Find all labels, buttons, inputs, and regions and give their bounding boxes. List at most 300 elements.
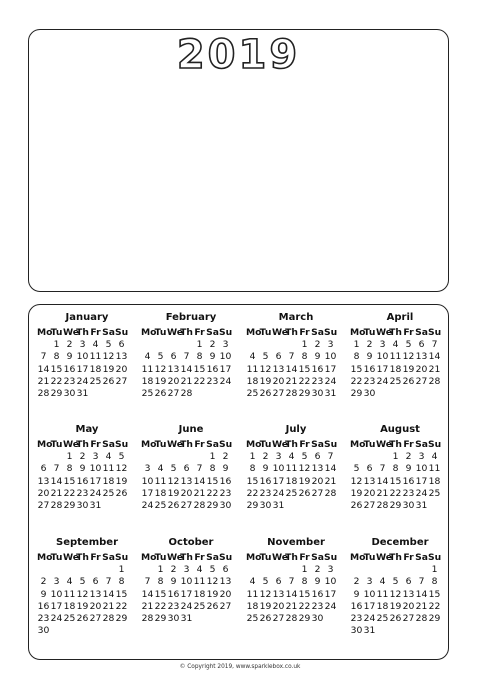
day-number: 25 (193, 600, 206, 612)
day-number: 25 (376, 612, 389, 624)
weekday-header: Fr (299, 327, 310, 338)
day-number: 11 (285, 463, 298, 475)
day-number: 7 (288, 576, 295, 588)
empty-cell (167, 339, 180, 351)
day-number: 18 (246, 375, 259, 387)
day-number: 19 (167, 487, 180, 499)
day-number: 18 (428, 475, 441, 487)
day-number: 6 (418, 339, 425, 351)
weekday-header: Th (76, 327, 89, 338)
day-number: 6 (170, 351, 177, 363)
day-number: 20 (167, 375, 180, 387)
empty-cell (37, 451, 50, 463)
day-number: 29 (115, 612, 128, 624)
weekday-header: Sa (206, 439, 219, 450)
weekday-header: Mo (141, 552, 157, 563)
empty-cell (89, 564, 102, 576)
day-number: 8 (53, 351, 60, 363)
day-number: 20 (180, 487, 193, 499)
day-number: 21 (37, 375, 50, 387)
weekday-header: Th (389, 552, 402, 563)
day-number: 11 (63, 588, 76, 600)
weekday-header: Sa (311, 327, 324, 338)
day-number: 31 (76, 387, 89, 399)
day-number: 4 (66, 576, 73, 588)
day-number: 14 (285, 363, 298, 375)
month-name: January (65, 312, 109, 323)
day-number: 10 (141, 475, 154, 487)
weekday-header: Tu (259, 552, 272, 563)
day-number: 11 (141, 363, 154, 375)
empty-cell (50, 451, 63, 463)
day-number: 12 (154, 363, 167, 375)
day-number: 11 (246, 363, 259, 375)
day-number: 17 (363, 600, 376, 612)
day-number: 17 (376, 363, 389, 375)
day-number: 5 (118, 451, 125, 463)
day-number: 19 (350, 487, 363, 499)
day-number: 2 (314, 339, 321, 351)
day-grid (246, 552, 350, 625)
day-number: 15 (350, 363, 363, 375)
empty-cell (246, 564, 259, 576)
weekday-header: Fr (403, 439, 414, 450)
day-number: 29 (298, 387, 311, 399)
day-number: 5 (262, 351, 269, 363)
weekday-header: We (167, 552, 184, 563)
day-number: 16 (259, 475, 272, 487)
day-number: 13 (272, 363, 285, 375)
day-number: 3 (79, 339, 86, 351)
empty-cell (37, 564, 50, 576)
day-number: 5 (105, 339, 112, 351)
month-september (37, 536, 141, 637)
day-number: 1 (157, 564, 164, 576)
day-number: 23 (402, 487, 415, 499)
day-number: 22 (428, 600, 441, 612)
day-number: 28 (285, 387, 298, 399)
day-number: 21 (415, 600, 428, 612)
weekday-header: Su (219, 327, 233, 338)
day-number: 16 (363, 363, 376, 375)
day-number: 8 (196, 351, 203, 363)
month-august (350, 423, 454, 512)
day-number: 25 (141, 387, 154, 399)
month-november (246, 536, 350, 625)
day-number: 4 (431, 451, 438, 463)
day-number: 2 (209, 339, 216, 351)
empty-cell (285, 339, 298, 351)
day-number: 27 (219, 600, 232, 612)
month-name: April (386, 312, 414, 323)
day-grid (37, 552, 141, 637)
day-number: 22 (193, 375, 206, 387)
day-number: 10 (50, 588, 63, 600)
month-december (350, 536, 454, 637)
day-number: 9 (170, 576, 177, 588)
weekday-header: Mo (350, 439, 366, 450)
day-number: 3 (183, 564, 190, 576)
day-number: 9 (314, 576, 321, 588)
day-number: 14 (193, 475, 206, 487)
day-number: 22 (115, 600, 128, 612)
day-number: 20 (89, 600, 102, 612)
weekday-header: Th (389, 327, 402, 338)
weekday-header: Sa (102, 327, 115, 338)
day-number: 27 (402, 612, 415, 624)
empty-cell (246, 339, 259, 351)
day-number: 15 (428, 588, 441, 600)
day-number: 6 (275, 351, 282, 363)
day-number: 20 (402, 600, 415, 612)
day-number: 16 (311, 588, 324, 600)
day-number: 8 (209, 463, 216, 475)
day-number: 30 (350, 625, 363, 637)
day-number: 9 (405, 463, 412, 475)
day-number: 28 (428, 375, 441, 387)
day-number: 23 (311, 375, 324, 387)
month-may (37, 423, 141, 512)
day-number: 6 (405, 576, 412, 588)
day-number: 29 (298, 612, 311, 624)
weekday-header: Su (324, 439, 338, 450)
day-number: 21 (102, 600, 115, 612)
day-number: 27 (167, 387, 180, 399)
month-name: February (165, 312, 217, 323)
weekday-header: Fr (90, 552, 101, 563)
empty-cell (259, 339, 272, 351)
weekday-header: We (272, 552, 289, 563)
weekday-header: Th (389, 439, 402, 450)
day-number: 28 (141, 612, 154, 624)
day-number: 17 (324, 588, 337, 600)
day-number: 18 (389, 363, 402, 375)
month-name: March (278, 312, 314, 323)
day-number: 26 (115, 487, 128, 499)
month-name: June (178, 424, 204, 435)
day-number: 24 (324, 375, 337, 387)
day-number: 9 (79, 463, 86, 475)
day-number: 18 (141, 375, 154, 387)
day-number: 22 (246, 487, 259, 499)
day-number: 8 (301, 576, 308, 588)
day-number: 12 (115, 463, 128, 475)
day-number: 9 (222, 463, 229, 475)
day-number: 3 (327, 564, 334, 576)
weekday-header: Th (285, 327, 298, 338)
day-number: 17 (76, 363, 89, 375)
day-number: 26 (76, 612, 89, 624)
day-number: 12 (298, 463, 311, 475)
weekday-header: Sa (311, 439, 324, 450)
day-number: 6 (314, 451, 321, 463)
day-number: 10 (324, 351, 337, 363)
day-number: 31 (180, 612, 193, 624)
weekday-header: We (167, 439, 184, 450)
day-number: 8 (392, 463, 399, 475)
day-number: 10 (89, 463, 102, 475)
day-number: 19 (389, 600, 402, 612)
day-number: 30 (259, 499, 272, 511)
day-number: 11 (154, 475, 167, 487)
day-number: 7 (327, 451, 334, 463)
day-number: 25 (285, 487, 298, 499)
weekday-header: Sa (415, 327, 428, 338)
day-number: 18 (285, 475, 298, 487)
day-number: 15 (206, 475, 219, 487)
calendar-panel (28, 304, 449, 660)
day-number: 6 (183, 463, 190, 475)
empty-cell (285, 564, 298, 576)
day-number: 26 (206, 600, 219, 612)
day-number: 12 (259, 363, 272, 375)
day-number: 3 (418, 451, 425, 463)
day-number: 19 (102, 363, 115, 375)
day-number: 15 (115, 588, 128, 600)
empty-cell (402, 564, 415, 576)
day-number: 1 (66, 451, 73, 463)
day-number: 21 (285, 600, 298, 612)
day-number: 2 (405, 451, 412, 463)
weekday-header: Su (428, 439, 442, 450)
empty-cell (272, 339, 285, 351)
day-number: 28 (50, 499, 63, 511)
weekday-header: Mo (37, 552, 53, 563)
day-number: 1 (431, 564, 438, 576)
weekday-header: Mo (246, 439, 262, 450)
weekday-header: We (376, 552, 393, 563)
day-number: 21 (324, 475, 337, 487)
day-number: 29 (350, 387, 363, 399)
day-number: 2 (40, 576, 47, 588)
day-number: 1 (196, 339, 203, 351)
day-number: 5 (209, 564, 216, 576)
day-number: 17 (324, 363, 337, 375)
day-number: 26 (389, 612, 402, 624)
month-april (350, 311, 454, 400)
day-number: 30 (311, 612, 324, 624)
day-number: 10 (415, 463, 428, 475)
day-number: 15 (50, 363, 63, 375)
weekday-header: We (63, 552, 80, 563)
day-number: 10 (272, 463, 285, 475)
day-number: 24 (50, 612, 63, 624)
day-number: 24 (89, 487, 102, 499)
day-number: 17 (219, 363, 232, 375)
day-number: 8 (353, 351, 360, 363)
empty-cell (376, 564, 389, 576)
day-number: 23 (76, 487, 89, 499)
day-grid (246, 327, 350, 400)
weekday-header: Su (428, 552, 442, 563)
day-number: 9 (262, 463, 269, 475)
empty-cell (350, 451, 363, 463)
day-number: 3 (327, 339, 334, 351)
day-number: 18 (246, 600, 259, 612)
day-number: 4 (144, 351, 151, 363)
day-number: 24 (376, 375, 389, 387)
day-number: 25 (154, 499, 167, 511)
day-number: 24 (141, 499, 154, 511)
weekday-header: We (376, 327, 393, 338)
day-number: 6 (40, 463, 47, 475)
day-number: 14 (285, 588, 298, 600)
day-number: 8 (66, 463, 73, 475)
day-number: 2 (262, 451, 269, 463)
day-number: 22 (154, 600, 167, 612)
weekday-header: Mo (37, 439, 53, 450)
day-number: 28 (102, 612, 115, 624)
day-number: 4 (249, 351, 256, 363)
day-number: 7 (379, 463, 386, 475)
day-number: 4 (392, 339, 399, 351)
day-number: 31 (324, 387, 337, 399)
weekday-header: Th (180, 439, 193, 450)
month-february (141, 311, 245, 400)
day-number: 7 (183, 351, 190, 363)
day-number: 11 (389, 351, 402, 363)
weekday-header: Th (285, 552, 298, 563)
weekday-header: Sa (415, 552, 428, 563)
day-number: 13 (89, 588, 102, 600)
day-number: 16 (63, 363, 76, 375)
weekday-header: We (63, 439, 80, 450)
day-number: 27 (363, 499, 376, 511)
weekday-header: We (167, 327, 184, 338)
day-number: 1 (209, 451, 216, 463)
day-number: 26 (259, 612, 272, 624)
day-number: 5 (170, 463, 177, 475)
day-number: 24 (363, 612, 376, 624)
day-number: 28 (376, 499, 389, 511)
day-number: 28 (180, 387, 193, 399)
day-number: 9 (209, 351, 216, 363)
day-number: 3 (222, 339, 229, 351)
day-number: 24 (324, 600, 337, 612)
day-number: 22 (298, 375, 311, 387)
day-number: 31 (89, 499, 102, 511)
day-number: 1 (301, 564, 308, 576)
day-number: 12 (102, 351, 115, 363)
day-number: 12 (389, 588, 402, 600)
weekday-header: Tu (259, 439, 272, 450)
month-march (246, 311, 350, 400)
day-number: 24 (415, 487, 428, 499)
weekday-header: Th (180, 552, 193, 563)
photo-panel (28, 29, 449, 292)
day-grid (141, 327, 245, 400)
day-number: 5 (262, 576, 269, 588)
day-number: 23 (219, 487, 232, 499)
day-number: 16 (167, 588, 180, 600)
empty-cell (141, 564, 154, 576)
weekday-header: Su (219, 439, 233, 450)
weekday-header: Fr (194, 552, 205, 563)
weekday-header: Tu (154, 439, 167, 450)
day-number: 4 (92, 339, 99, 351)
day-grid (350, 439, 454, 512)
day-number: 2 (79, 451, 86, 463)
month-name: December (371, 537, 429, 548)
day-number: 30 (37, 625, 50, 637)
day-number: 7 (40, 351, 47, 363)
day-number: 3 (53, 576, 60, 588)
day-grid (350, 552, 454, 637)
day-number: 21 (141, 600, 154, 612)
day-number: 23 (259, 487, 272, 499)
day-number: 30 (63, 387, 76, 399)
weekday-header: Fr (299, 552, 310, 563)
day-number: 8 (301, 351, 308, 363)
day-number: 4 (105, 451, 112, 463)
day-number: 9 (353, 588, 360, 600)
day-number: 29 (428, 612, 441, 624)
weekday-header: Su (324, 552, 338, 563)
day-number: 9 (66, 351, 73, 363)
day-number: 25 (389, 375, 402, 387)
day-number: 10 (376, 351, 389, 363)
day-number: 27 (89, 612, 102, 624)
weekday-header: Th (285, 439, 298, 450)
day-number: 13 (219, 576, 232, 588)
month-name: May (75, 424, 99, 435)
day-number: 26 (167, 499, 180, 511)
day-number: 2 (353, 576, 360, 588)
day-number: 14 (376, 475, 389, 487)
copyright-text: © Copyright 2019, www.sparklebox.co.uk (179, 664, 301, 670)
day-number: 20 (272, 600, 285, 612)
weekday-header: Su (324, 327, 338, 338)
day-number: 1 (301, 339, 308, 351)
weekday-header: Tu (154, 327, 167, 338)
day-number: 13 (363, 475, 376, 487)
day-number: 18 (154, 487, 167, 499)
day-number: 21 (285, 375, 298, 387)
day-number: 20 (219, 588, 232, 600)
day-number: 8 (431, 576, 438, 588)
month-july (246, 423, 350, 512)
day-number: 19 (154, 375, 167, 387)
day-number: 1 (392, 451, 399, 463)
weekday-header: Fr (403, 327, 414, 338)
day-number: 27 (115, 375, 128, 387)
weekday-header: We (63, 327, 80, 338)
day-grid (37, 439, 141, 512)
day-number: 20 (272, 375, 285, 387)
day-number: 14 (324, 463, 337, 475)
day-number: 4 (196, 564, 203, 576)
weekday-header: Mo (246, 327, 262, 338)
day-number: 7 (144, 576, 151, 588)
weekday-header: Fr (194, 327, 205, 338)
day-number: 13 (37, 475, 50, 487)
day-number: 12 (206, 576, 219, 588)
day-number: 5 (353, 463, 360, 475)
day-number: 22 (298, 600, 311, 612)
weekday-header: We (272, 327, 289, 338)
day-number: 25 (63, 612, 76, 624)
weekday-header: Su (115, 439, 129, 450)
empty-cell (141, 339, 154, 351)
day-number: 15 (193, 363, 206, 375)
weekday-header: Th (76, 439, 89, 450)
day-number: 6 (275, 576, 282, 588)
day-number: 29 (63, 499, 76, 511)
empty-cell (63, 564, 76, 576)
day-number: 16 (350, 600, 363, 612)
day-number: 27 (180, 499, 193, 511)
weekday-header: Sa (311, 552, 324, 563)
